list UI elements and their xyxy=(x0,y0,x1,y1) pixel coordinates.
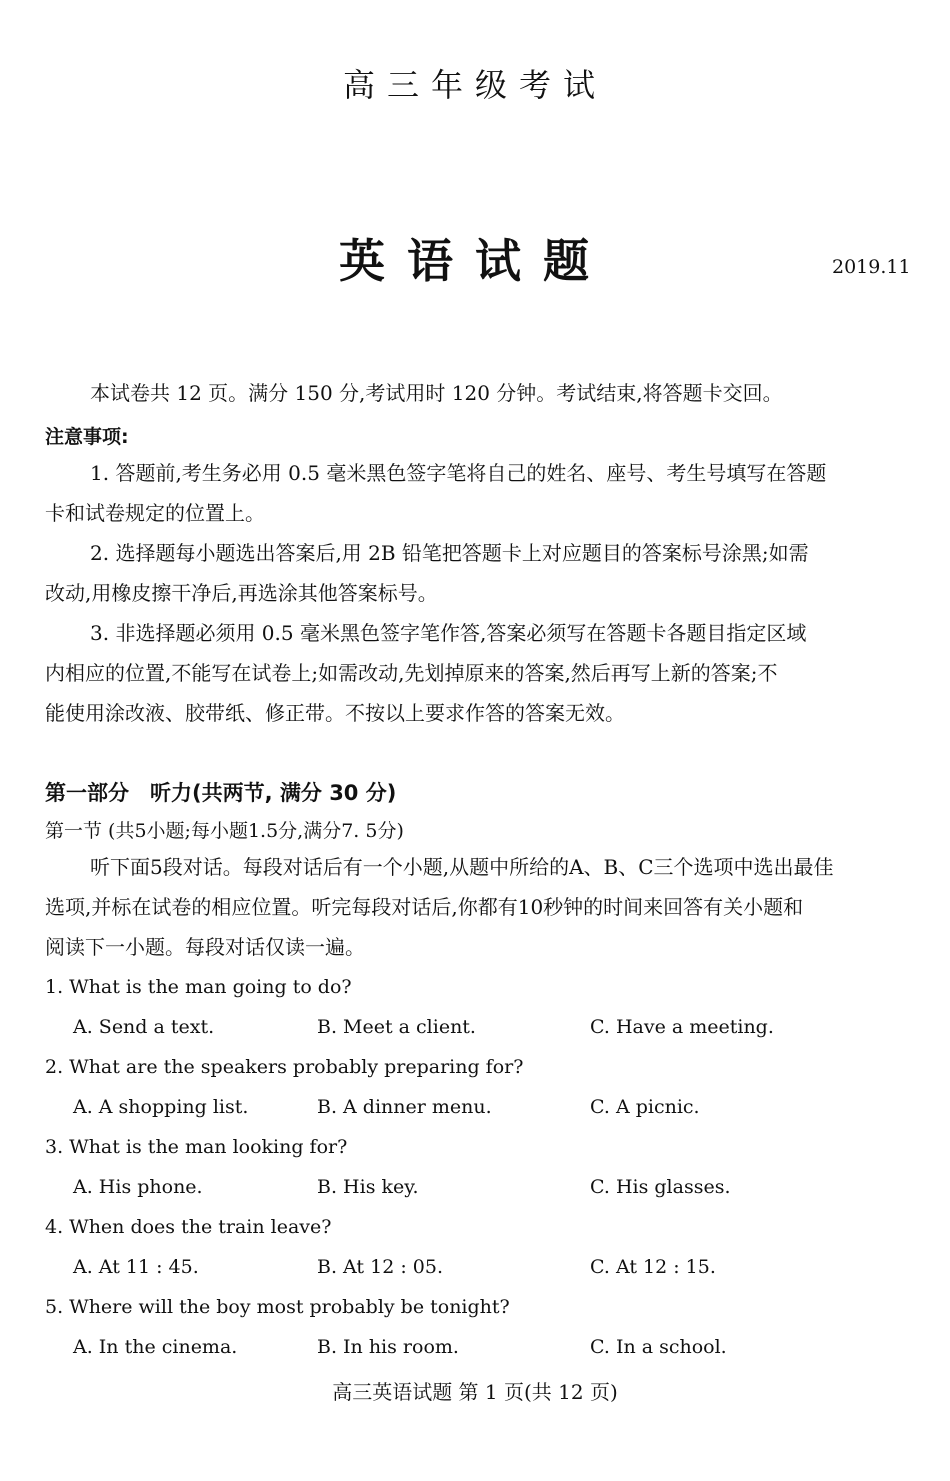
question-5: 5. Where will the boy most probably be tonight? xyxy=(45,1296,510,1318)
question-1-option-b: B. Meet a client. xyxy=(317,1016,476,1038)
question-2-option-c: C. A picnic. xyxy=(590,1096,700,1118)
question-5-option-b: B. In his room. xyxy=(317,1336,459,1358)
question-4-option-b: B. At 12 : 05. xyxy=(317,1256,443,1278)
question-2-option-b: B. A dinner menu. xyxy=(317,1096,492,1118)
question-2-option-a: A. A shopping list. xyxy=(73,1096,249,1118)
question-3-option-b: B. His key. xyxy=(317,1176,419,1198)
section1-instruction-line-2: 选项,并标在试卷的相应位置。听完每段对话后,你都有10秒钟的时间来回答有关小题和 xyxy=(45,895,804,919)
notice-item-3-line-2: 内相应的位置,不能写在试卷上;如需改动,先划掉原来的答案,然后再写上新的答案;不 xyxy=(45,661,778,685)
notice-item-3-line-3: 能使用涂改液、胶带纸、修正带。不按以上要求作答的答案无效。 xyxy=(45,701,625,725)
question-1-option-a: A. Send a text. xyxy=(73,1016,215,1038)
page-footer: 高三英语试题 第 1 页(共 12 页) xyxy=(332,1380,618,1404)
question-2: 2. What are the speakers probably preparing for? xyxy=(45,1056,524,1078)
section1-instruction-line-1: 听下面5段对话。每段对话后有一个小题,从题中所给的A、B、C三个选项中选出最佳 xyxy=(90,855,834,879)
section1-heading: 第一节 (共5小题;每小题1.5分,满分7. 5分) xyxy=(45,820,404,842)
notice-heading: 注意事项: xyxy=(45,426,129,448)
exam-title: 英语试题 xyxy=(339,234,611,288)
notice-item-1-line-1: 1. 答题前,考生务必用 0.5 毫米黑色签字笔将自己的姓名、座号、考生号填写在答题 xyxy=(90,461,827,485)
question-4-option-a: A. At 11 : 45. xyxy=(73,1256,199,1278)
question-4: 4. When does the train leave? xyxy=(45,1216,332,1238)
notice-item-2-line-2: 改动,用橡皮擦干净后,再选涂其他答案标号。 xyxy=(45,581,438,605)
question-3-option-a: A. His phone. xyxy=(73,1176,203,1198)
question-1: 1. What is the man going to do? xyxy=(45,976,352,998)
question-5-option-c: C. In a school. xyxy=(590,1336,727,1358)
question-1-option-c: C. Have a meeting. xyxy=(590,1016,774,1038)
exam-date: 2019.11 xyxy=(832,256,911,278)
notice-item-2-line-1: 2. 选择题每小题选出答案后,用 2B 铅笔把答题卡上对应题目的答案标号涂黑;如需 xyxy=(90,541,809,565)
notice-item-3-line-1: 3. 非选择题必须用 0.5 毫米黑色签字笔作答,答案必须写在答题卡各题目指定区域 xyxy=(90,621,807,645)
question-3: 3. What is the man looking for? xyxy=(45,1136,348,1158)
question-4-option-c: C. At 12 : 15. xyxy=(590,1256,716,1278)
question-5-option-a: A. In the cinema. xyxy=(73,1336,238,1358)
part1-heading: 第一部分 听力(共两节, 满分 30 分) xyxy=(45,781,397,805)
exam-header: 高三年级考试 xyxy=(342,66,607,104)
notice-item-1-line-2: 卡和试卷规定的位置上。 xyxy=(45,501,265,525)
question-3-option-c: C. His glasses. xyxy=(590,1176,731,1198)
section1-instruction-line-3: 阅读下一小题。每段对话仅读一遍。 xyxy=(45,935,365,959)
intro-text: 本试卷共 12 页。满分 150 分,考试用时 120 分钟。考试结束,将答题卡交回。 xyxy=(90,381,783,405)
